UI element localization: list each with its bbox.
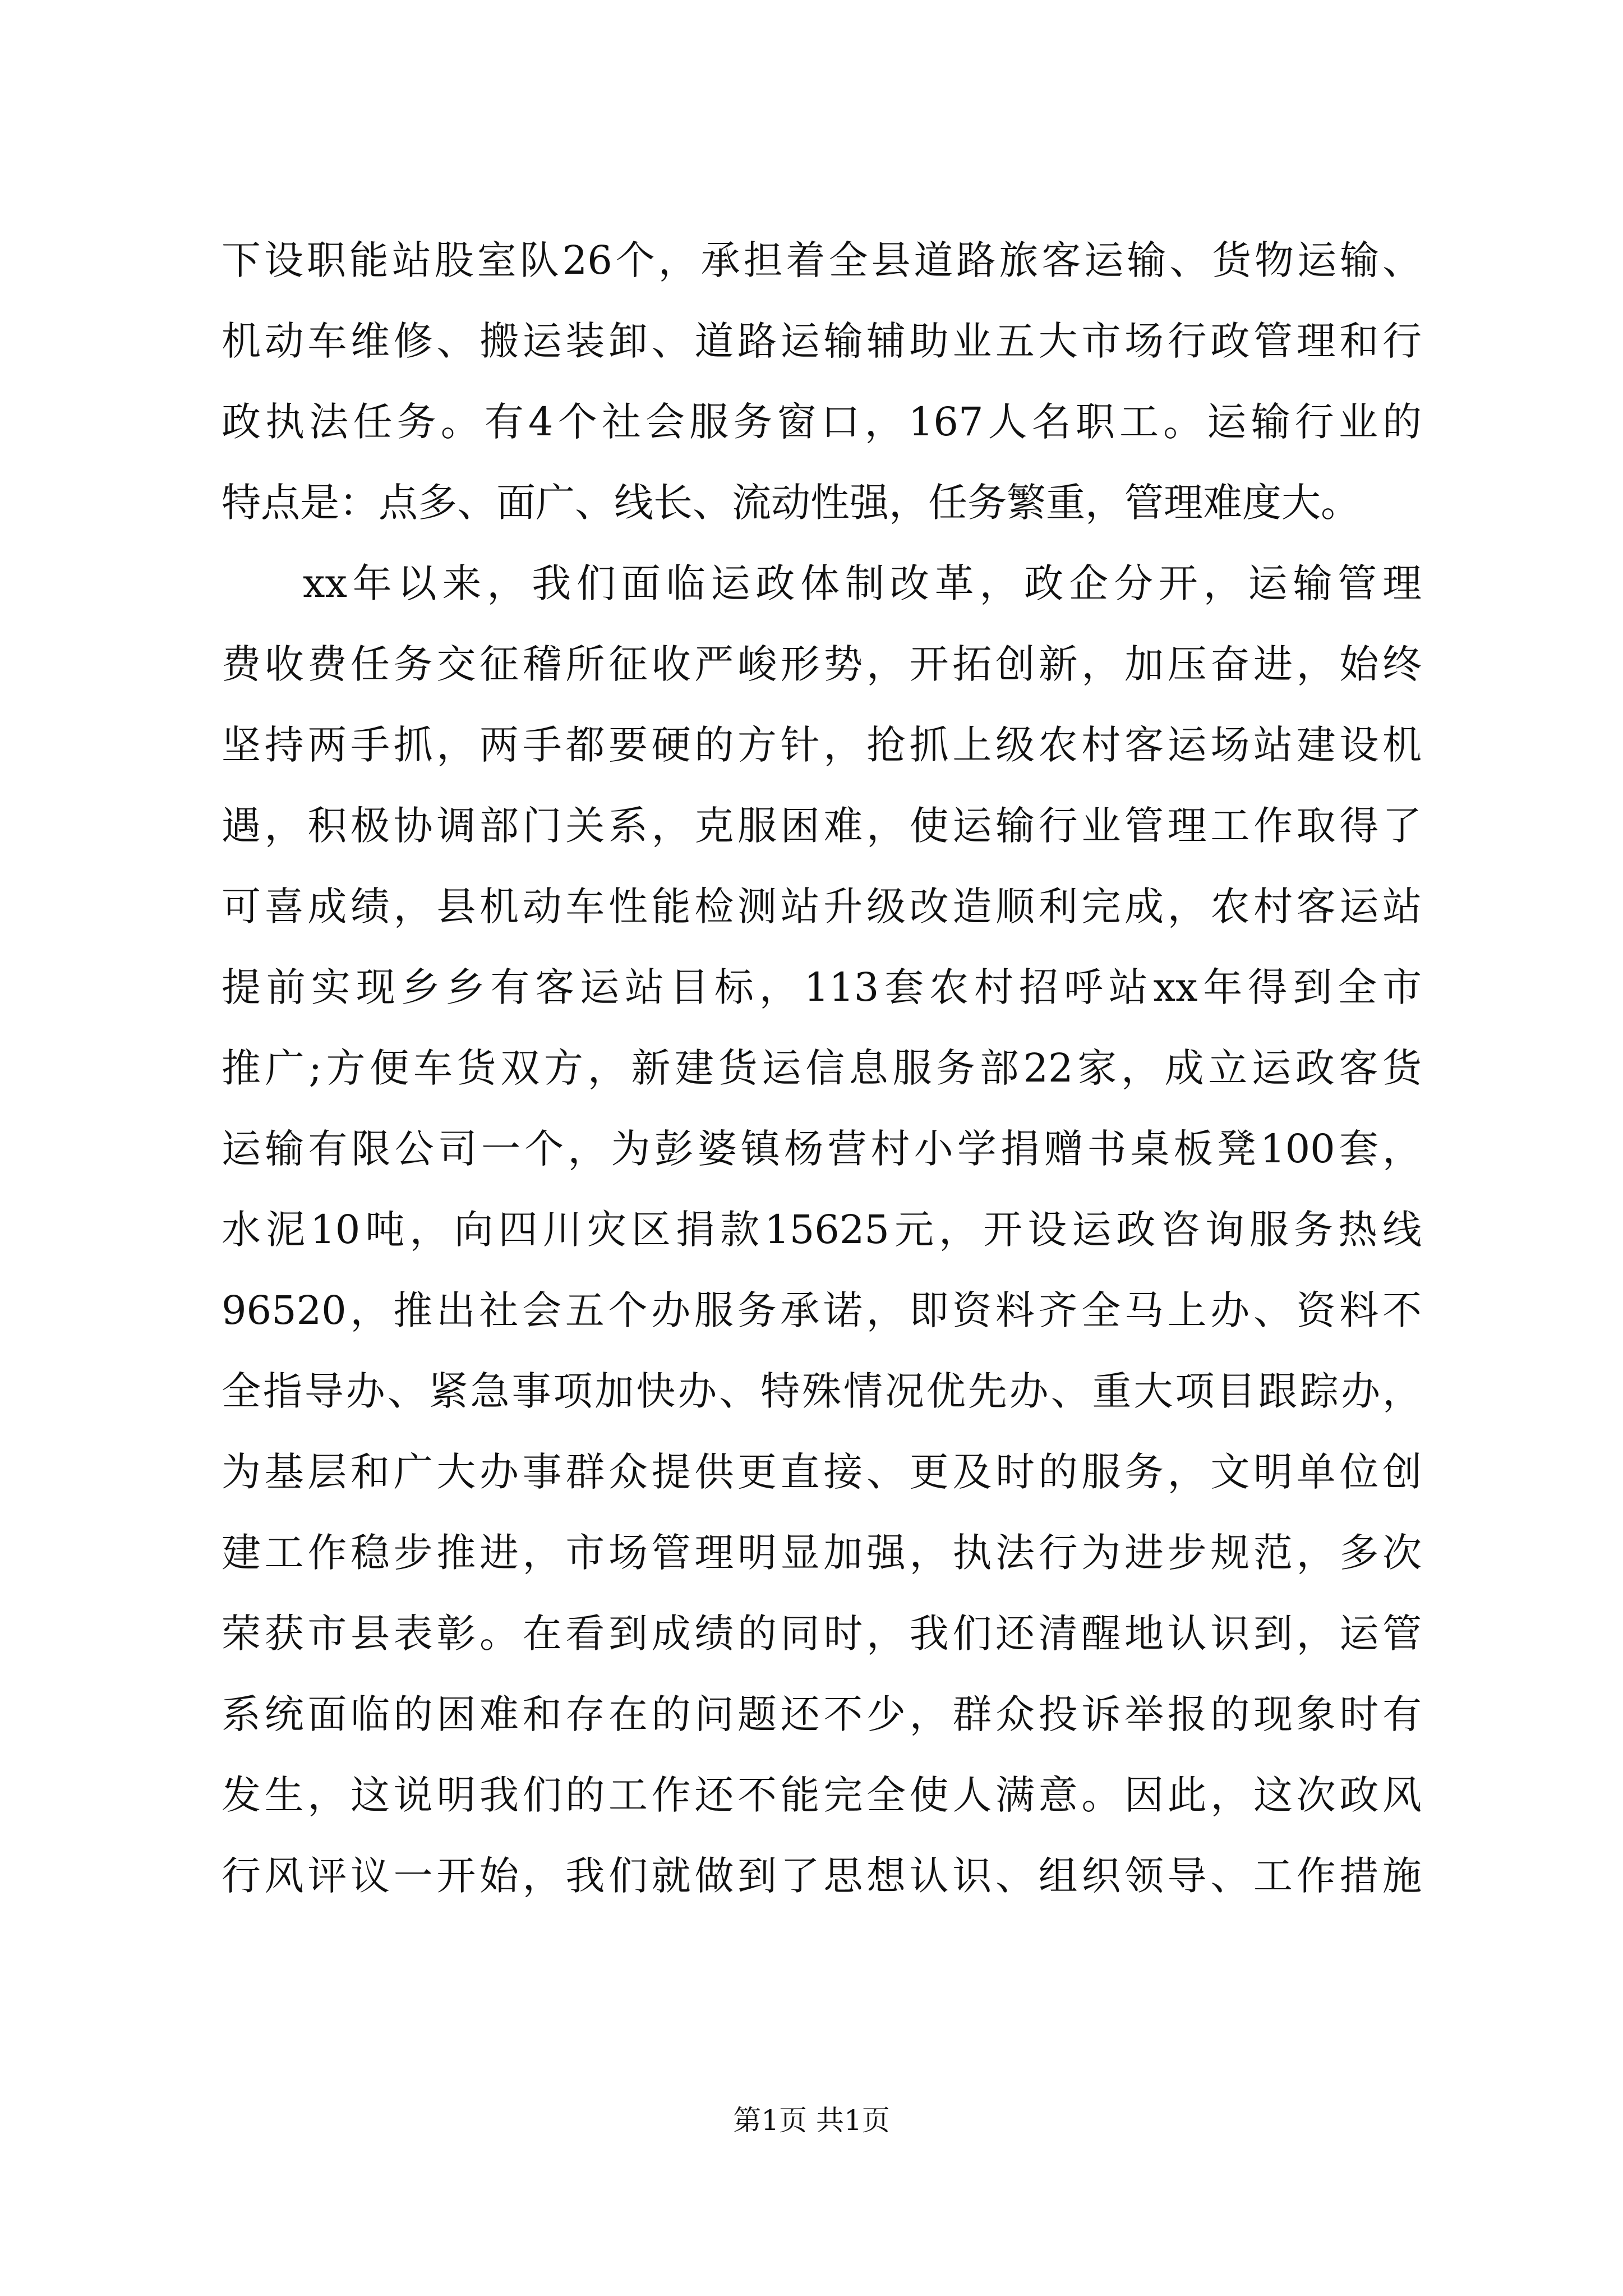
text-line: 建工作稳步推进，市场管理明显加强，执法行为进步规范，多次 xyxy=(222,1530,1422,1576)
text-line: 荣获市县表彰。在看到成绩的同时，我们还清醒地认识到，运管 xyxy=(222,1611,1422,1657)
text-line: 遇，积极协调部门关系，克服困难，使运输行业管理工作取得了 xyxy=(222,803,1422,849)
text-line: 系统面临的困难和存在的问题还不少，群众投诉举报的现象时有 xyxy=(222,1691,1422,1737)
text-line: 运输有限公司一个，为彭婆镇杨营村小学捐赠书桌板凳100套， xyxy=(222,1126,1422,1172)
text-line: 机动车维修、搬运装卸、道路运输辅助业五大市场行政管理和行 xyxy=(222,318,1422,364)
text-line: 发生，这说明我们的工作还不能完全使人满意。因此，这次政风 xyxy=(222,1772,1422,1818)
text-line: 为基层和广大办事群众提供更直接、更及时的服务，文明单位创 xyxy=(222,1449,1422,1495)
body-text xyxy=(222,220,1422,1916)
text-line: 全指导办、紧急事项加快办、特殊情况优先办、重大项目跟踪办， xyxy=(222,1368,1422,1414)
text-line: xx年以来，我们面临运政体制改革，政企分开，运输管理 xyxy=(303,560,1422,606)
text-line: 96520，推出社会五个办服务承诺，即资料齐全马上办、资料不 xyxy=(222,1287,1422,1333)
text-line: 水泥10吨，向四川灾区捐款15625元，开设运政咨询服务热线 xyxy=(222,1207,1422,1253)
text-line: 推广;方便车货双方，新建货运信息服务部22家，成立运政客货 xyxy=(222,1045,1422,1091)
text-line: 提前实现乡乡有客运站目标，113套农村招呼站xx年得到全市 xyxy=(222,964,1422,1010)
text-line: 行风评议一开始，我们就做到了思想认识、组织领导、工作措施 xyxy=(222,1853,1422,1899)
text-line: 可喜成绩，县机动车性能检测站升级改造顺利完成，农村客运站 xyxy=(222,884,1422,930)
text-line: 坚持两手抓，两手都要硬的方针，抢抓上级农村客运场站建设机 xyxy=(222,722,1422,768)
text-line: 特点是：点多、面广、线长、流动性强，任务繁重，管理难度大。 xyxy=(222,480,1360,526)
text-line: 下设职能站股室队26个，承担着全县道路旅客运输、货物运输、 xyxy=(222,237,1422,283)
text-line: 政执法任务。有4个社会服务窗口，167人名职工。运输行业的 xyxy=(222,399,1422,445)
text-line: 费收费任务交征稽所征收严峻形势，开拓创新，加压奋进，始终 xyxy=(222,641,1422,687)
page-footer: 第1页 共1页 xyxy=(733,2104,890,2137)
